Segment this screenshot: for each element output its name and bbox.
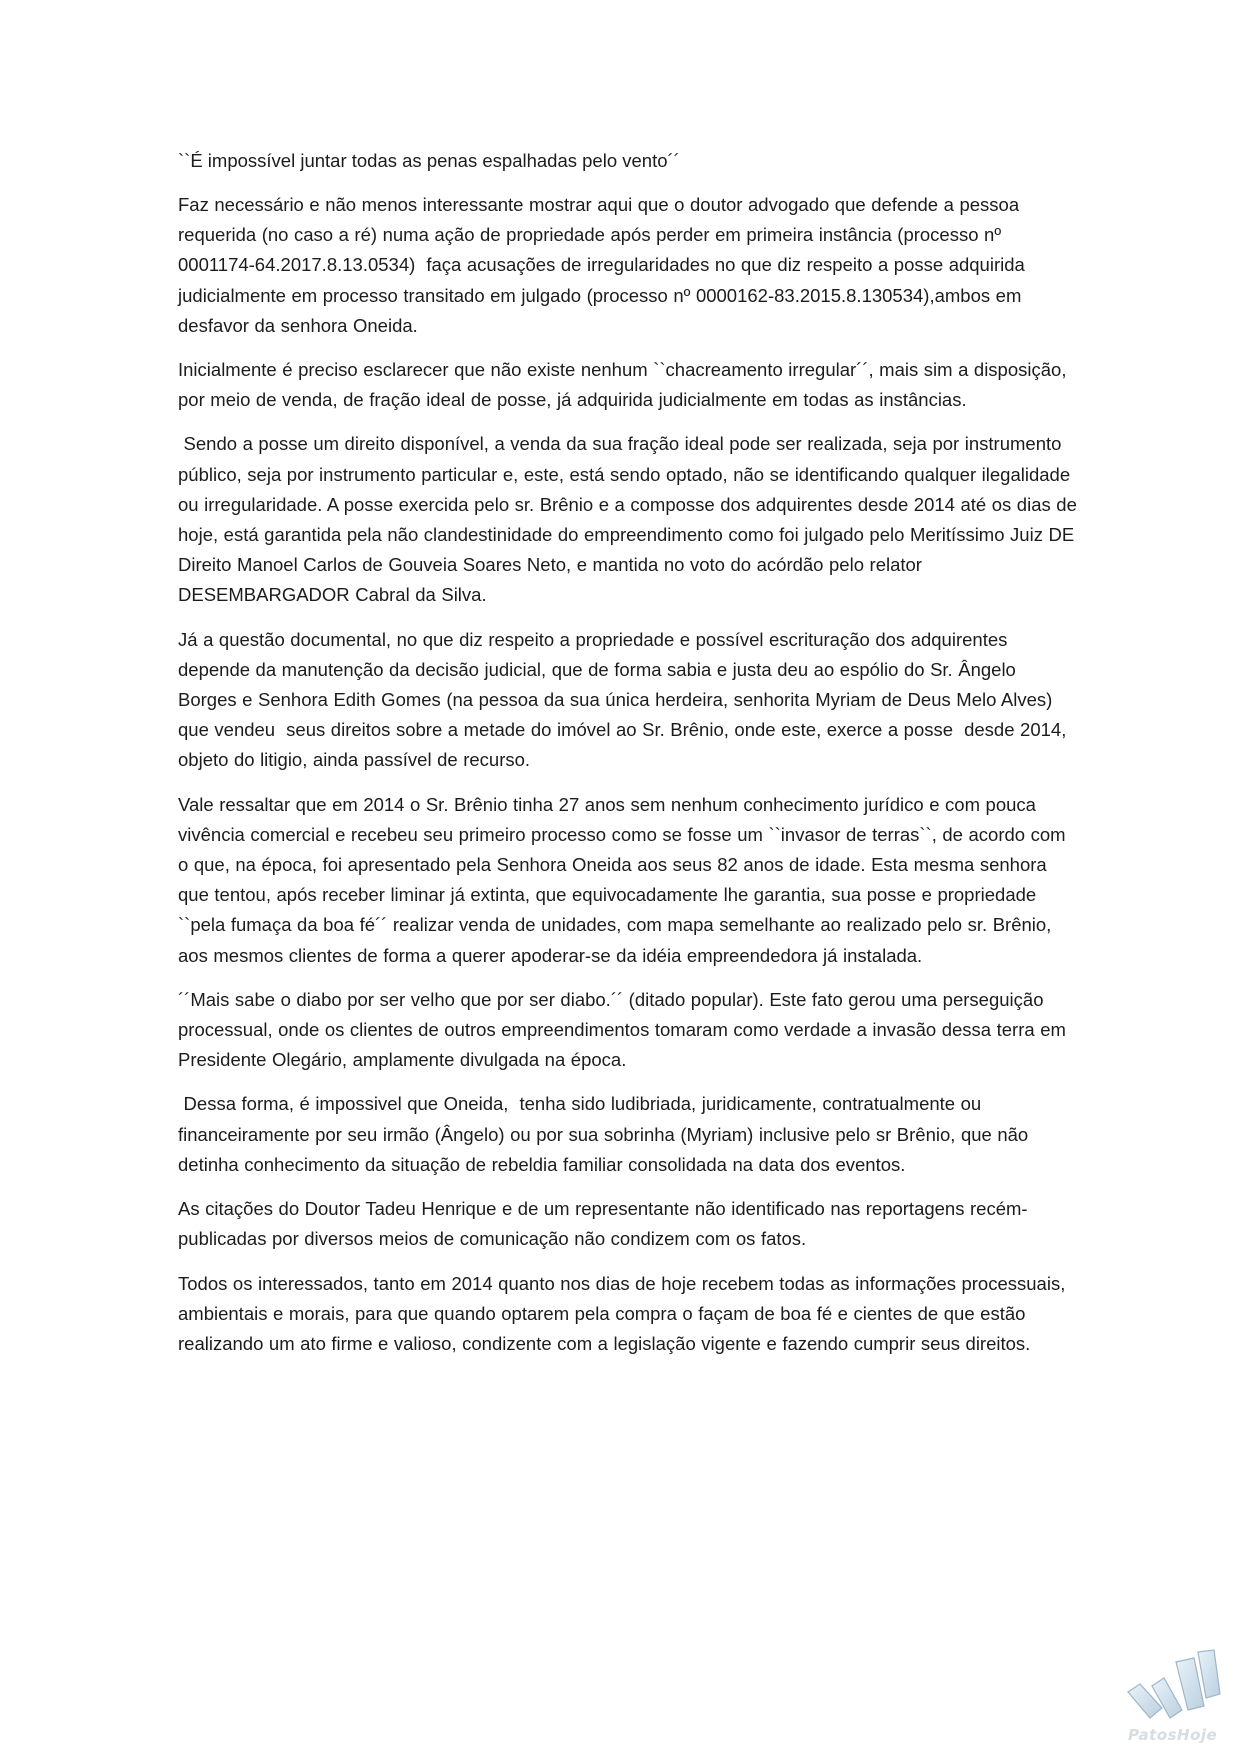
paragraph: Faz necessário e não menos interessante mostrar aqui que o doutor advogado que defende a pessoa requerida (no caso a ré) numa ação de propriedade após perder em primeira instância (processo nº 0001174-64.2017.8.13.0534) faça acusações de irregularidades no que diz respeito a posse adquirida judicialmente em processo transitado em julgado (processo nº 0000162-83.2015.8.130534),ambos em desfavor da senhora Oneida. [178,194,1031,336]
patoshoje-logo-icon [1124,1648,1224,1728]
paragraph: Sendo a posse um direito disponível, a venda da sua fração ideal pode ser realizada, seja por instrumento público, seja por instrumento particular e, este, está sendo optado, não se identificando qualquer ilegalidade ou irregularidade. A posse exercida pelo sr. Brênio e a composse dos adquirentes desde 2014 até os dias de hoje, está garantida pela não clandestinidade do empreendimento como foi julgado pelo Meritíssimo Juiz DE Direito Manoel Carlos de Gouveia Soares Neto, e mantida no voto do acórdão pelo relator DESEMBARGADOR Cabral da Silva. [178,433,1083,606]
patoshoje-watermark [1118,1648,1228,1748]
document-title: ``É impossível juntar todas as penas espalhadas pelo vento´´ [178,150,680,171]
document-body [178,146,1083,1373]
paragraph: Todos os interessados, tanto em 2014 quanto nos dias de hoje recebem todas as informações processuais, ambientais e morais, para que quando optarem pela compra o façam de boa fé e cientes de que estão realizando um ato firme e valioso, condizente com a legislação vigente e fazendo cumprir seus direitos. [178,1272,1071,1354]
paragraph: Dessa forma, é impossivel que Oneida, tenha sido ludibriada, juridicamente, contratualmente ou financeiramente por seu irmão (Ângelo) ou por sua sobrinha (Myriam) inclusive pelo sr Brênio, que não detinha conhecimento da situação de rebeldia familiar consolidada na data dos eventos. [178,1093,1034,1175]
paragraph: As citações do Doutor Tadeu Henrique e de um representante não identificado nas reportagens recém-publicadas por diversos meios de comunicação não condizem com os fatos. [178,1198,1028,1250]
paragraph: Vale ressaltar que em 2014 o Sr. Brênio tinha 27 anos sem nenhum conhecimento jurídico e com pouca vivência comercial e recebeu seu primeiro processo como se fosse um ``invasor de terras``, de acordo com o que, na época, foi apresentado pela Senhora Oneida aos seus 82 anos de idade. Esta mesma senhora que tentou, após receber liminar já extinta, que equivocadamente lhe garantia, sua posse e propriedade ``pela fumaça da boa fé´´ realizar venda de unidades, com mapa semelhante ao realizado pelo sr. Brênio, aos mesmos clientes de forma a querer apoderar-se da idéia empreendedora já instalada. [178,793,1072,966]
paragraph: Inicialmente é preciso esclarecer que não existe nenhum ``chacreamento irregular´´, mais sim a disposição, por meio de venda, de fração ideal de posse, já adquirida judicialmente em todas as instâncias. [178,359,1073,411]
watermark-text: PatosHoje [1128,1726,1218,1744]
paragraph: Já a questão documental, no que diz respeito a propriedade e possível escrituração dos adquirentes depende da manutenção da decisão judicial, que de forma sabia e justa deu ao espólio do Sr. Ângelo Borges e Senhora Edith Gomes (na pessoa da sua única herdeira, senhorita Myriam de Deus Melo Alves) que vendeu seus direitos sobre a metade do imóvel ao Sr. Brênio, onde este, exerce a posse desde 2014, objeto do litigio, ainda passível de recurso. [178,628,1072,771]
paragraph: ´´Mais sabe o diabo por ser velho que por ser diabo.´´ (ditado popular). Este fato gerou uma perseguição processual, onde os clientes de outros empreendimentos tomaram como verdade a invasão dessa terra em Presidente Olegário, amplamente divulgada na época. [178,988,1072,1071]
